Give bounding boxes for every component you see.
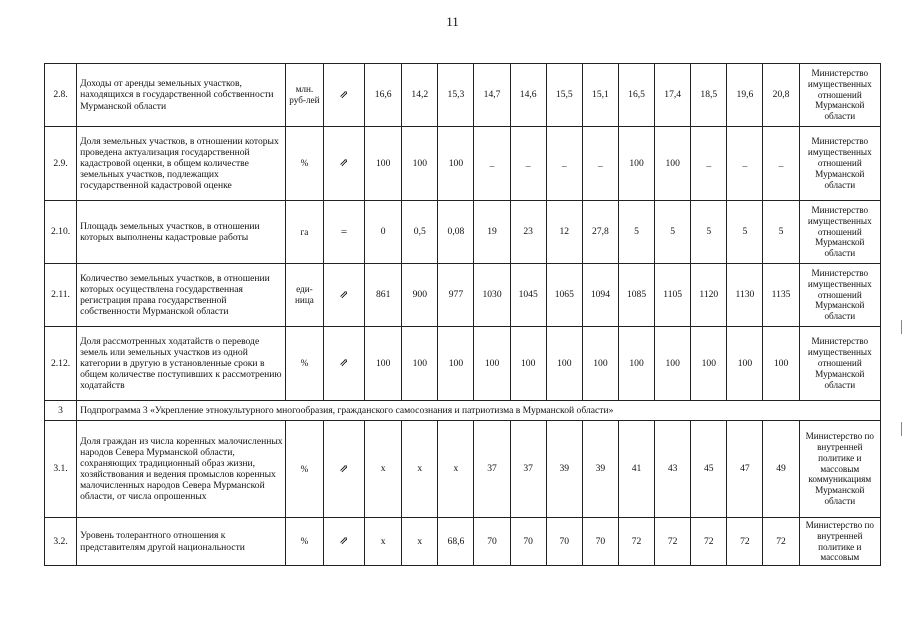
value-cell: 68,6 <box>438 518 474 566</box>
value-cell: 23 <box>510 201 546 264</box>
value-cell: 900 <box>402 264 438 327</box>
value-cell: 100 <box>402 127 438 201</box>
value-cell: 1130 <box>727 264 763 327</box>
value-cell: 72 <box>655 518 691 566</box>
value-cell: 70 <box>510 518 546 566</box>
value-cell: 14,6 <box>510 64 546 127</box>
value-cell: 1094 <box>582 264 618 327</box>
value-cell: 5 <box>763 201 799 264</box>
value-cell: 100 <box>546 327 582 401</box>
value-cell: 100 <box>510 327 546 401</box>
value-cell: 0,08 <box>438 201 474 264</box>
value-cell: 43 <box>655 421 691 518</box>
row-number: 2.10. <box>45 201 77 264</box>
responsible-ministry: Министерство по внутренней политике и массовым <box>799 518 880 566</box>
value-cell: 100 <box>691 327 727 401</box>
value-cell: 45 <box>691 421 727 518</box>
page-number: 11 <box>446 14 459 29</box>
value-cell: 12 <box>546 201 582 264</box>
value-cell: 5 <box>727 201 763 264</box>
unit-cell: % <box>285 421 323 518</box>
unit-cell: % <box>285 518 323 566</box>
value-cell: х <box>438 421 474 518</box>
value-cell: _ <box>474 127 510 201</box>
value-cell: 100 <box>474 327 510 401</box>
table-row <box>45 64 881 127</box>
value-cell: 1030 <box>474 264 510 327</box>
value-cell: _ <box>510 127 546 201</box>
responsible-ministry: Министерство имущественных отношений Мурманской области <box>799 201 880 264</box>
value-cell: 70 <box>474 518 510 566</box>
value-cell: 100 <box>655 127 691 201</box>
value-cell: 1045 <box>510 264 546 327</box>
unit-cell: % <box>285 127 323 201</box>
responsible-ministry: Министерство имущественных отношений Мурманской области <box>799 127 880 201</box>
value-cell: 100 <box>763 327 799 401</box>
value-cell: 1135 <box>763 264 799 327</box>
indicator-name: Площадь земельных участков, в отношении которых выполнены кадастровые работы <box>77 201 286 264</box>
row-number: 2.11. <box>45 264 77 327</box>
trend-icon: ⇗ <box>323 518 364 566</box>
value-cell: 861 <box>365 264 402 327</box>
value-cell: 18,5 <box>691 64 727 127</box>
unit-cell: млн. руб-лей <box>285 64 323 127</box>
trend-icon: ⇗ <box>323 327 364 401</box>
value-cell: 100 <box>582 327 618 401</box>
value-cell: 70 <box>546 518 582 566</box>
responsible-ministry: Министерство имущественных отношений Мурманской области <box>799 64 880 127</box>
trend-icon: = <box>323 201 364 264</box>
row-number: 3.1. <box>45 421 77 518</box>
value-cell: _ <box>763 127 799 201</box>
table-row <box>45 327 881 401</box>
value-cell: 70 <box>582 518 618 566</box>
value-cell: 5 <box>691 201 727 264</box>
value-cell: 1065 <box>546 264 582 327</box>
value-cell: 0 <box>365 201 402 264</box>
value-cell: 1120 <box>691 264 727 327</box>
table-row <box>45 421 881 518</box>
value-cell: 5 <box>618 201 654 264</box>
trend-icon: ⇗ <box>323 421 364 518</box>
value-cell: 100 <box>438 327 474 401</box>
trend-icon: ⇗ <box>323 264 364 327</box>
value-cell: 39 <box>582 421 618 518</box>
scan-edge-mark <box>901 422 902 436</box>
value-cell: 16,5 <box>618 64 654 127</box>
unit-cell: % <box>285 327 323 401</box>
value-cell: 1085 <box>618 264 654 327</box>
value-cell: 72 <box>691 518 727 566</box>
value-cell: 100 <box>618 127 654 201</box>
value-cell: 17,4 <box>655 64 691 127</box>
value-cell: 100 <box>402 327 438 401</box>
table-row <box>45 264 881 327</box>
value-cell: 1105 <box>655 264 691 327</box>
value-cell: 19,6 <box>727 64 763 127</box>
value-cell: 100 <box>618 327 654 401</box>
value-cell: 27,8 <box>582 201 618 264</box>
indicator-name: Доля граждан из числа коренных малочисленных народов Севера Мурманской области, сохраняющих традиционный образ жизни, хозяйствования и ведения промыслов коренных малочисленных народов Севера Мурманской области, от числа опрошенных <box>77 421 286 518</box>
value-cell: 72 <box>618 518 654 566</box>
subprogram-row <box>45 401 881 421</box>
unit-cell: еди-ница <box>285 264 323 327</box>
value-cell: 16,6 <box>365 64 402 127</box>
value-cell: 41 <box>618 421 654 518</box>
value-cell: 100 <box>365 127 402 201</box>
table-row <box>45 127 881 201</box>
value-cell: 39 <box>546 421 582 518</box>
unit-cell: га <box>285 201 323 264</box>
responsible-ministry: Министерство имущественных отношений Мурманской области <box>799 264 880 327</box>
trend-icon: ⇗ <box>323 127 364 201</box>
value-cell: 15,3 <box>438 64 474 127</box>
row-number: 2.8. <box>45 64 77 127</box>
value-cell: _ <box>727 127 763 201</box>
value-cell: 37 <box>474 421 510 518</box>
value-cell: 37 <box>510 421 546 518</box>
scan-edge-mark <box>901 320 902 334</box>
value-cell: 72 <box>727 518 763 566</box>
value-cell: 977 <box>438 264 474 327</box>
indicators-table <box>44 63 881 566</box>
value-cell: 19 <box>474 201 510 264</box>
value-cell: 72 <box>763 518 799 566</box>
value-cell: 0,5 <box>402 201 438 264</box>
value-cell: 20,8 <box>763 64 799 127</box>
table-row <box>45 201 881 264</box>
value-cell: х <box>402 518 438 566</box>
value-cell: _ <box>691 127 727 201</box>
value-cell: 47 <box>727 421 763 518</box>
responsible-ministry: Министерство по внутренней политике и массовым коммуникациям Мурманской области <box>799 421 880 518</box>
value-cell: х <box>365 421 402 518</box>
value-cell: 14,7 <box>474 64 510 127</box>
responsible-ministry: Министерство имущественных отношений Мурманской области <box>799 327 880 401</box>
value-cell: 14,2 <box>402 64 438 127</box>
value-cell: 100 <box>438 127 474 201</box>
trend-icon: ⇗ <box>323 64 364 127</box>
indicator-name: Количество земельных участков, в отношении которых осуществлена государственная регистрация права государственной собственности Мурманской области <box>77 264 286 327</box>
indicator-name: Доля земельных участков, в отношении которых проведена актуализация государственной кадастровой оценки, в общем количестве земельных участков, подлежащих государственной кадастровой оценке <box>77 127 286 201</box>
row-number: 2.12. <box>45 327 77 401</box>
row-number: 3 <box>45 401 77 421</box>
subprogram-title: Подпрограмма 3 «Укрепление этнокультурного многообразия, гражданского самосознания и патриотизма в Мурманской области» <box>77 401 881 421</box>
value-cell: х <box>365 518 402 566</box>
value-cell: х <box>402 421 438 518</box>
value-cell: 100 <box>655 327 691 401</box>
row-number: 3.2. <box>45 518 77 566</box>
value-cell: 100 <box>365 327 402 401</box>
indicator-name: Доля рассмотренных ходатайств о переводе земель или земельных участков из одной категории в другую в установленные сроки в общем количестве поступивших к рассмотрению ходатайств <box>77 327 286 401</box>
value-cell: 100 <box>727 327 763 401</box>
row-number: 2.9. <box>45 127 77 201</box>
value-cell: 15,1 <box>582 64 618 127</box>
indicator-name: Доходы от аренды земельных участков, находящихся в государственной собственности Мурманской области <box>77 64 286 127</box>
value-cell: 5 <box>655 201 691 264</box>
indicator-name: Уровень толерантного отношения к представителям другой национальности <box>77 518 286 566</box>
value-cell: _ <box>582 127 618 201</box>
table-row <box>45 518 881 566</box>
value-cell: 15,5 <box>546 64 582 127</box>
value-cell: 49 <box>763 421 799 518</box>
value-cell: _ <box>546 127 582 201</box>
